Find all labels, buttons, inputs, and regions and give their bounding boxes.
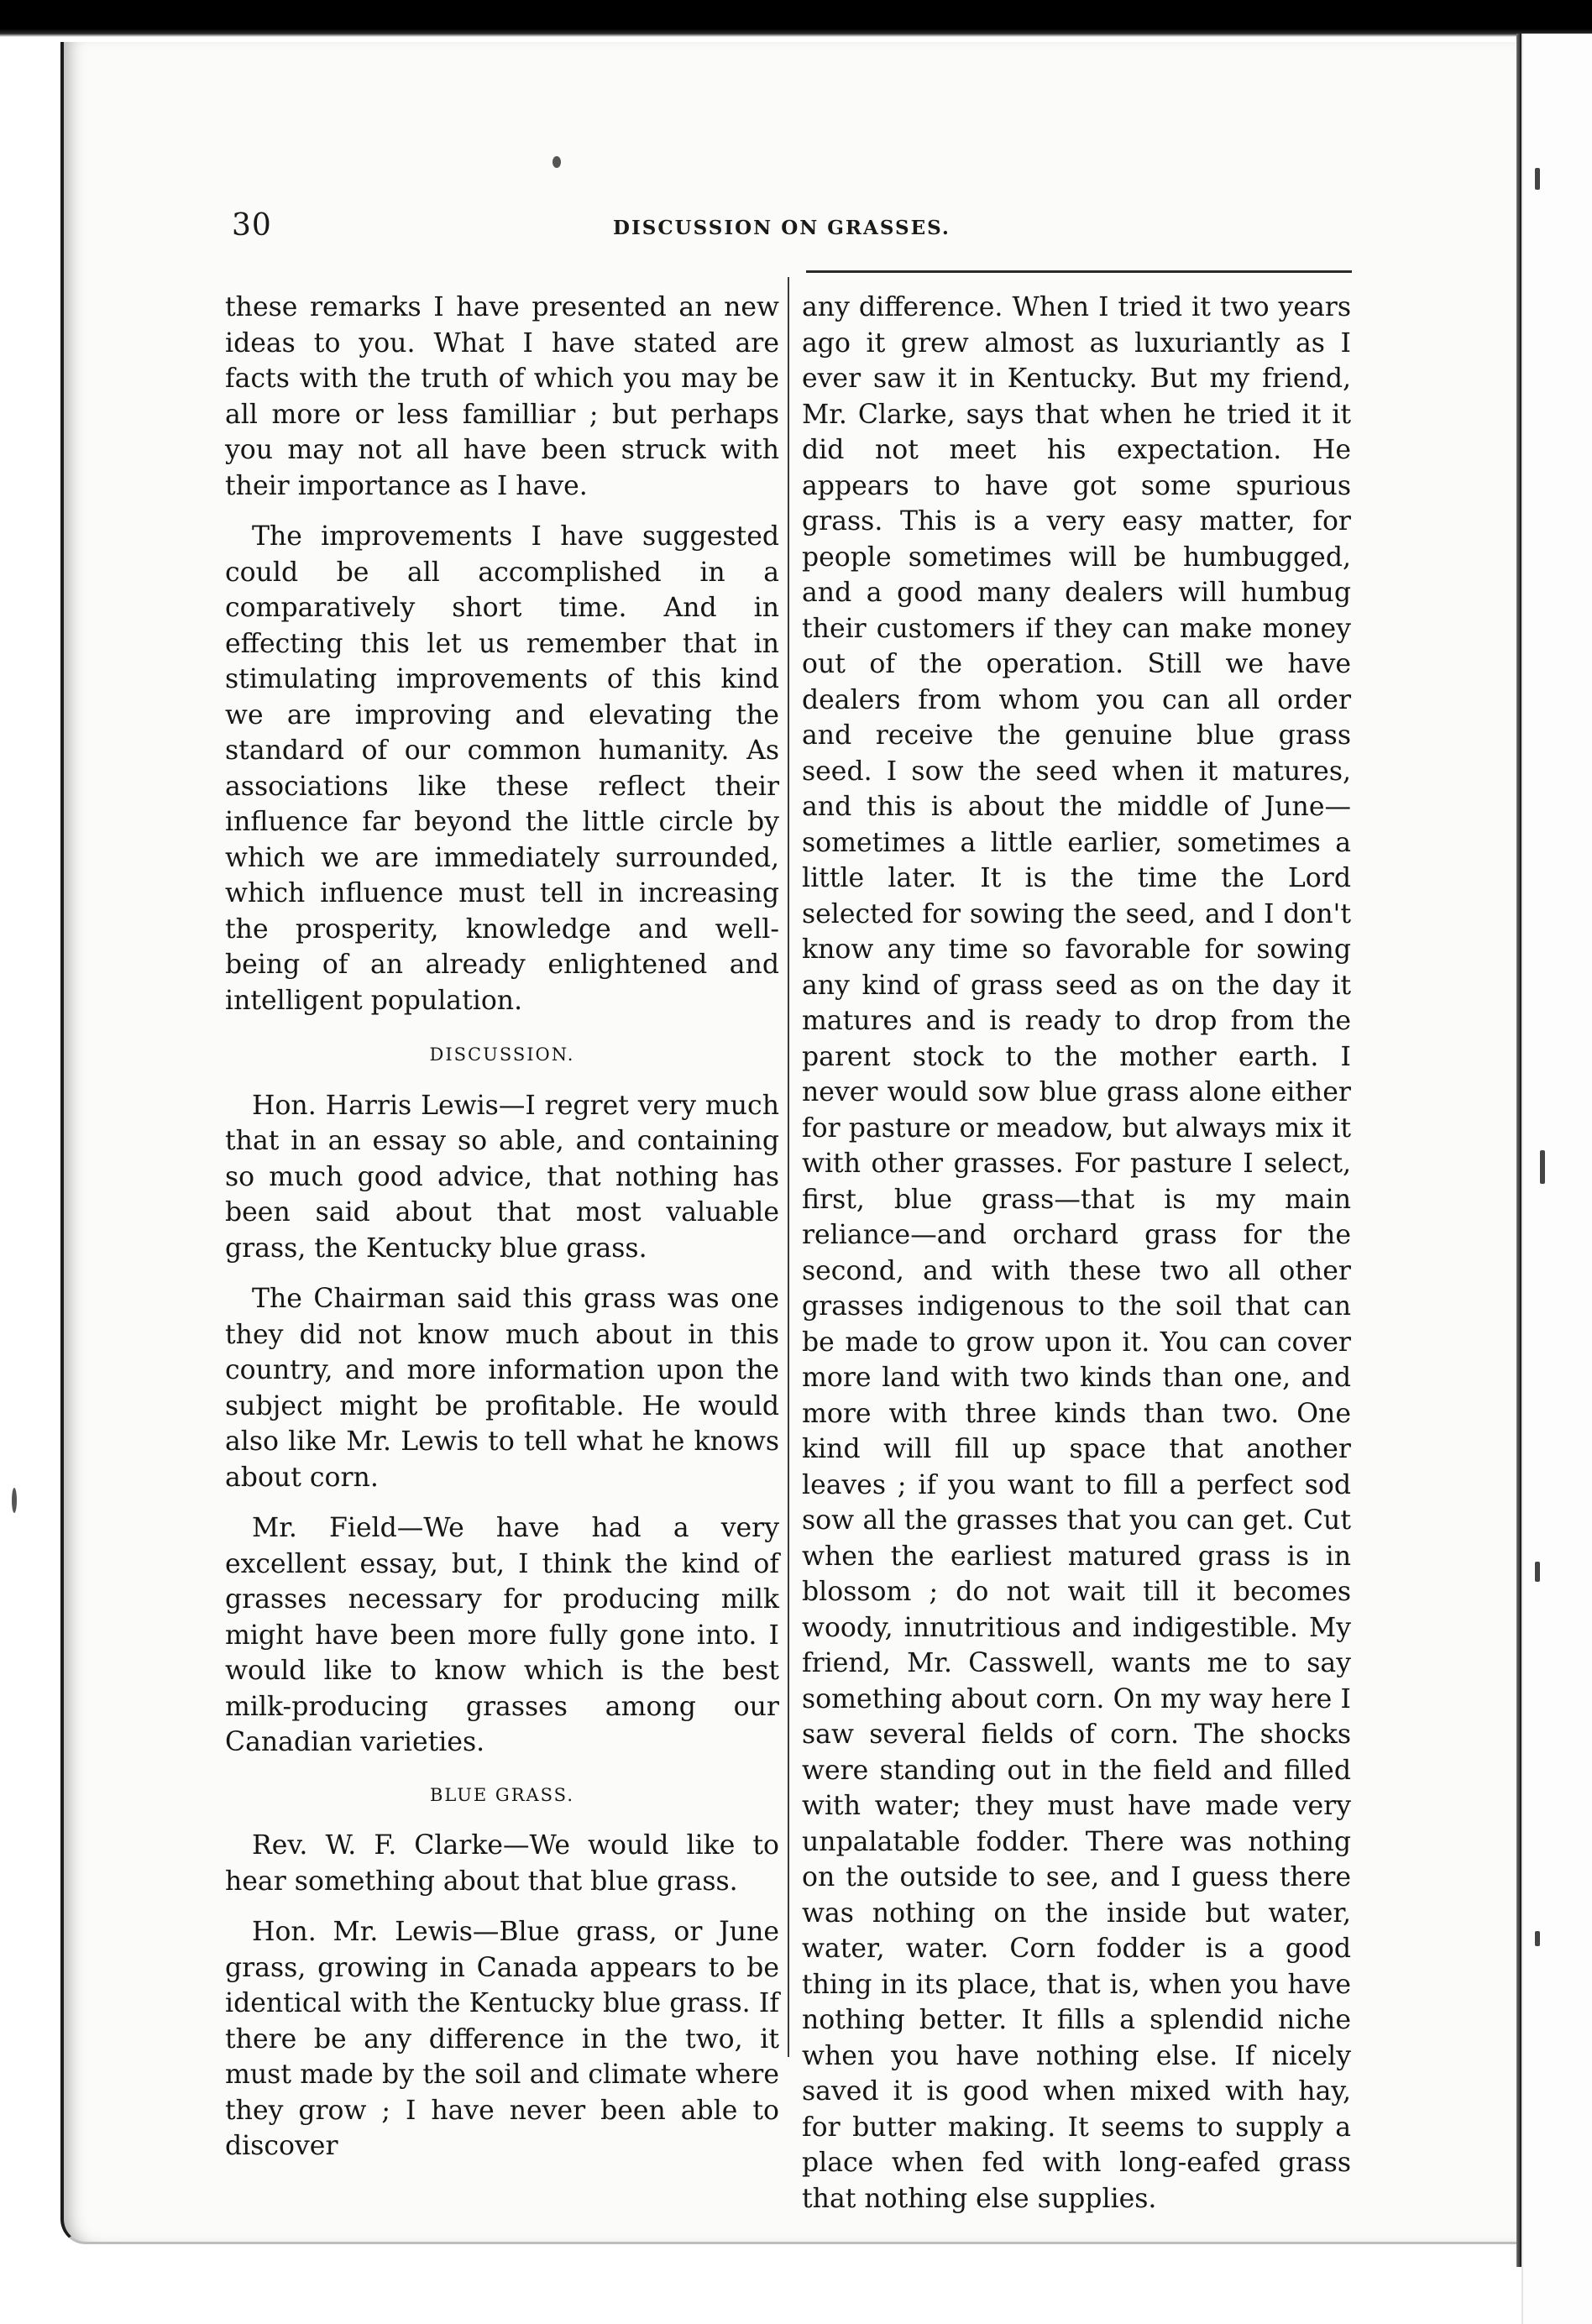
page-number: 30 [232, 208, 272, 243]
paragraph: Mr. Field—We have had a very excellent essay, but, I think the kind of grasses necessary for producing milk might have been more fully gone into. I would like to know which is the best milk-producing grasses among our Canadian varieties. [225, 1513, 779, 1757]
running-head: DISCUSSION ON GRASSES. [613, 217, 950, 239]
paragraph: The improvements I have suggested could be all accomplished in a comparatively short time. And in effecting this let us remember that in stimulating improvements of this kind we are improving and elevating the standard of our common humanity. As associations like these reflect their influence far beyond the little circle by which we are immediately surrounded, which influence must tell in increasing the prosperity, knowledge and well-being of an already enlightened and intelligent population. [225, 521, 779, 1016]
left-column [225, 290, 779, 2164]
paragraph: Hon. Harris Lewis—I regret very much that in an essay so able, and containing so much good advice, that nothing has been said about that most valuable grass, the Kentucky blue grass. [225, 1090, 779, 1264]
facing-page-mark [1540, 1150, 1545, 1184]
paragraph: these remarks I have presented an new ideas to you. What I have stated are facts with the truth of which you may be all more or less familliar ; but perhaps you may not all have been struck with their importance as I have. [225, 292, 779, 501]
paragraph: The Chairman said this grass was one they did not know much about in this country, and more information upon the subject might be profitable. He would also like Mr. Lewis to tell what he knows about corn. [225, 1284, 779, 1493]
facing-page-strip [1521, 34, 1592, 2324]
right-column [802, 290, 1351, 2217]
column-divider [788, 277, 789, 2057]
paragraph: Hon. Mr. Lewis—Blue grass, or June grass, growing in Canada appears to be identical with the Kentucky blue grass. If there be any difference in the two, it must made by the soil and climate where they grow ; I have never been able to discover [225, 1917, 779, 2161]
facing-page-mark [1535, 1931, 1540, 1946]
ink-speck [12, 1488, 17, 1513]
section-heading-discussion: DISCUSSION. [429, 1044, 575, 1065]
paragraph: Rev. W. F. Clarke—We would like to hear something about that blue grass. [225, 1830, 779, 1897]
header-rule [806, 270, 1352, 273]
facing-page-mark [1535, 168, 1540, 190]
paragraph: any difference. When I tried it two years ago it grew almost as luxuriantly as I ever saw it in Kentucky. But my friend, Mr. Clarke, says that when he tried it it did not meet his expectation. He appears to have got some spurious grass. This is a very easy matter, for people sometimes will be humbugged, and a good many dealers will humbug their customers if they can make money out of the operation. Still we have dealers from whom you can all order and receive the genuine blue grass seed. I sow the seed when it matures, and this is about the middle of June—sometimes a little earlier, sometimes a little later. It is the time the Lord selected for sowing the seed, and I don't know any time so favorable for sowing any kind of grass seed as on the day it matures and is ready to drop from the parent stock to the mother earth. I never would sow blue grass alone either for pasture or meadow, but always mix it with other grasses. For pasture I select, first, blue grass—that is my main reliance—and orchard grass for the second, and with these two all other grasses indigenous to the soil that can be made to grow upon it. You can cover more land with two kinds than one, and more with three kinds than two. One kind will fill up space that another leaves ; if you want to fill a perfect sod sow all the grasses that you can get. Cut when the earliest matured grass is in blossom ; do not wait till it becomes woody, innutritious and indigestible. My friend, Mr. Casswell, wants me to say something about corn. On my way here I saw several fields of corn. The shocks were standing out in the field and filled with water; they must have made very unpalatable fodder. There was nothing on the outside to see, and I guess there was nothing on the inside but water, water, water. Corn fodder is a good thing in its place, that is, when you have nothing better. It fills a splendid niche when you have nothing else. If nicely saved it is good when mixed with hay, for butter making. It seems to supply a place when fed with long-eafed grass that nothing else supplies. [802, 292, 1351, 2214]
ink-speck [552, 156, 561, 168]
facing-page-mark [1535, 1562, 1540, 1582]
section-heading-blue-grass: BLUE GRASS. [429, 1784, 574, 1805]
scan-top-edge [0, 0, 1592, 37]
